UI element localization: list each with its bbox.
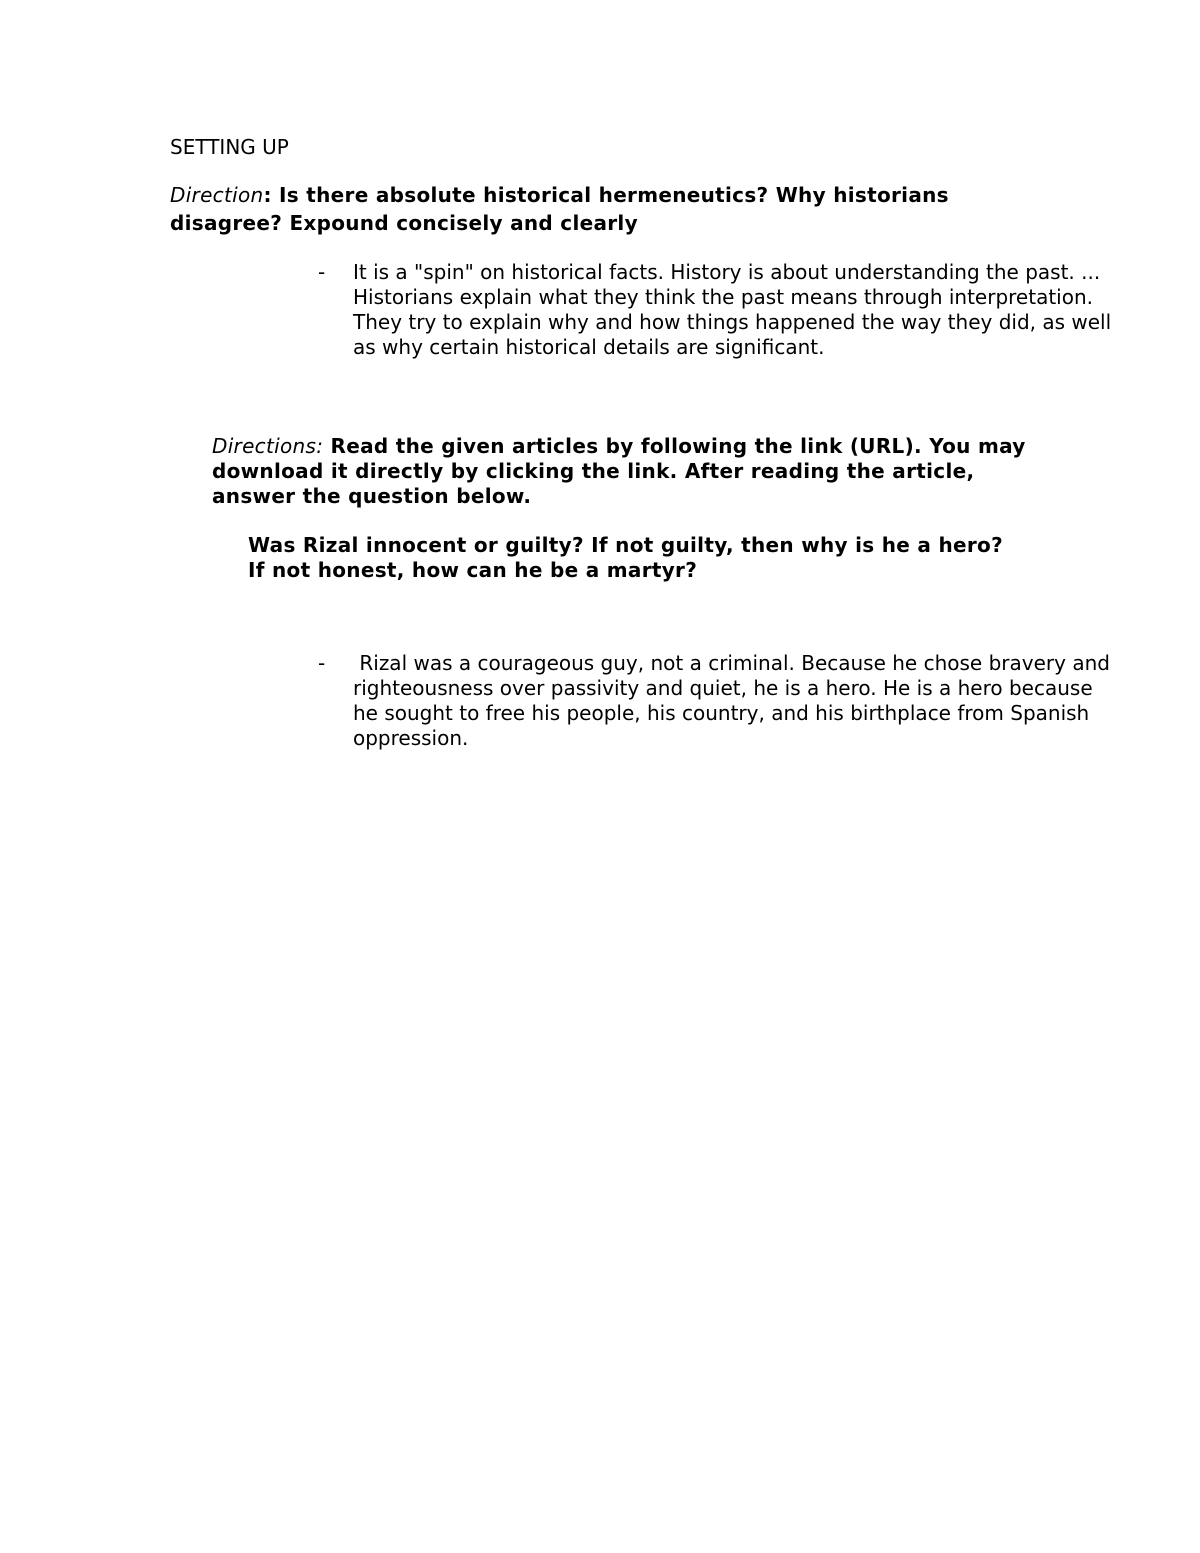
direction-paragraph [170, 181, 1050, 237]
directions-label: Directions: [212, 434, 324, 458]
direction-text: : Is there absolute historical hermeneutics? Why historians disagree? Expound concisely and clearly [170, 183, 949, 235]
section-heading: SETTING UP [170, 135, 289, 159]
directions-text: Read the given articles by following the link (URL). You may download it directly by clicking the link. After reading the article, answer the question below. [212, 434, 1026, 508]
direction-label: Direction [170, 183, 264, 207]
directions-paragraph [212, 434, 1052, 509]
answer-paragraph-hermeneutics: It is a "spin" on historical facts. History is about understanding the past. ... Historians explain what they think the past means through interpretation. They try to explain why and how things happened the way they did, as well as why certain historical details are significant. [353, 260, 1112, 359]
question-line-1: Was Rizal innocent or guilty? If not guilty, then why is he a hero? [248, 533, 1003, 557]
answer-bullet-dash: - [318, 260, 326, 284]
answer-bullet-dash-2: - [318, 651, 326, 675]
rizal-question [248, 533, 1078, 583]
answer-paragraph-rizal: Rizal was a courageous guy, not a criminal. Because he chose bravery and righteousness over passivity and quiet, he is a hero. He is a hero because he sought to free his people, his country, and his birthplace from Spanish oppression. [353, 651, 1117, 750]
question-line-2: If not honest, how can he be a martyr? [248, 558, 698, 582]
